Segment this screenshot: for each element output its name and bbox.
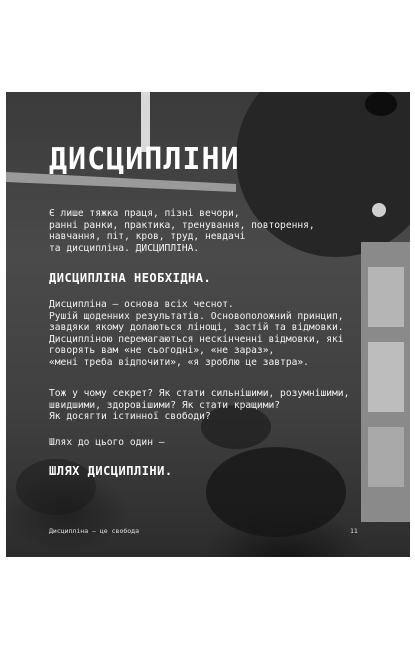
equipment-knob — [372, 203, 386, 217]
footer-book-title: Дисципліна — це свобода — [49, 527, 140, 535]
equipment-panel — [368, 267, 404, 327]
page-number: 11 — [350, 527, 358, 535]
ground-stain — [206, 447, 346, 537]
equipment-panel — [368, 342, 404, 412]
page-title: ДИСЦИПЛІНИ — [49, 142, 240, 177]
heading-path-of-discipline: ШЛЯХ ДИСЦИПЛІНИ. — [49, 464, 173, 478]
barrel-hole — [365, 92, 397, 116]
path-paragraph: Шлях до цього один — — [49, 437, 165, 448]
heading-discipline-needed: ДИСЦИПЛІНА НЕОБХІДНА. — [49, 271, 212, 285]
equipment-panel — [368, 427, 404, 487]
book-page — [6, 92, 410, 557]
discipline-paragraph: Дисципліна — основа всіх чеснот. Рушій щоденних результатів. Основоположний принцип, завдяки якому долаються лінощі, застій та відмовки. Дисципліною перемагаються нескінченні відмовки, які говорять вам «не сьогодні», «не зараз», «мені треба відпочити», «я зроблю це завтра». — [49, 299, 344, 368]
intro-paragraph: Є лише тяжка праця, пізні вечори, ранні ранки, практика, тренування, повторення, навчання, піт, кров, труд, невдачі та дисципліна. ДИСЦИПЛІНА. — [49, 208, 315, 254]
secret-paragraph: Тож у чому секрет? Як стати сильнішими, розумнішими, швидшими, здоровішими? Як стати кращими? Як досягти істинної свободи? — [49, 388, 350, 423]
